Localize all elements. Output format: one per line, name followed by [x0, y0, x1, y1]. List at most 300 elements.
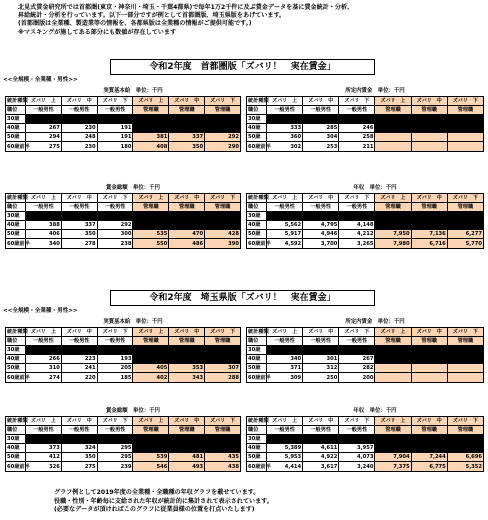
table-cell — [133, 221, 169, 230]
table-cell: 4,922 — [303, 453, 339, 462]
zubari-header: ズバリ 上 — [133, 96, 169, 105]
table-cell: 267 — [339, 355, 375, 364]
table-cell: 193 — [97, 355, 133, 364]
table-cell — [205, 355, 241, 364]
zubari-header: ズバリ 上 — [267, 327, 303, 336]
age-label: 40歳 — [247, 124, 267, 133]
table-cell — [375, 124, 411, 133]
table-row — [247, 462, 484, 471]
age-label: 50歳 — [6, 230, 26, 239]
zubari-header: ズバリ 下 — [97, 327, 133, 336]
zubari-header: ズバリ 中 — [169, 416, 205, 425]
stat-label: 統計種類 — [7, 97, 28, 104]
rank-header: 一般男性 — [61, 336, 97, 345]
rank-label: 職位 — [247, 105, 267, 114]
table-row — [6, 239, 241, 248]
zubari-header: ズバリ 上 — [26, 193, 62, 202]
table-row — [247, 364, 484, 373]
stat-label: 統計種類 — [248, 194, 269, 201]
zubari-header: ズバリ 上 — [133, 193, 169, 202]
table-cell: 390 — [205, 239, 241, 248]
table-cell: 267 — [26, 124, 62, 133]
rank-header: 管理職 — [411, 336, 447, 345]
rank-header: 管理職 — [205, 425, 241, 434]
masked-cell — [411, 114, 447, 123]
table-cell: 300 — [97, 230, 133, 239]
table-cell: 275 — [26, 142, 62, 151]
table-row — [6, 355, 241, 364]
rank-header: 管理職 — [411, 105, 447, 114]
zubari-header: ズバリ 上 — [267, 96, 303, 105]
age-label: 40歳 — [247, 444, 267, 453]
table-cell: 304 — [303, 133, 339, 142]
age-label: 50歳 — [6, 133, 26, 142]
table-cell: 4,148 — [339, 221, 375, 230]
table-title: 賞金総額 単位：千円 — [106, 184, 160, 191]
rank-header: 一般男性 — [303, 105, 339, 114]
table-cell — [447, 373, 483, 382]
zubari-header: ズバリ 下 — [447, 327, 483, 336]
zubari-header: ズバリ 上 — [26, 327, 62, 336]
table-row — [6, 453, 241, 462]
rank-header: 管理職 — [205, 105, 241, 114]
rank-header: 一般男性 — [97, 202, 133, 211]
masked-cell — [205, 345, 241, 354]
table-cell: 406 — [26, 230, 62, 239]
table-cell: 7,136 — [411, 230, 447, 239]
intro-line: (首都圏版は全業種、製造業等の情報を、各都県版は全業種の情報がご提供可能です。) — [18, 20, 252, 28]
zubari-header: ズバリ 上 — [267, 193, 303, 202]
table-cell: 282 — [339, 364, 375, 373]
rank-header: 一般男性 — [303, 336, 339, 345]
stat-label: 統計種類 — [7, 194, 28, 201]
table-cell — [411, 444, 447, 453]
age-label: 40歳 — [247, 221, 267, 230]
table-row — [247, 434, 484, 443]
rank-header: 一般男性 — [303, 202, 339, 211]
masked-cell — [447, 434, 483, 443]
age-label: 40歳 — [6, 124, 26, 133]
table-row — [6, 373, 241, 382]
table-row — [247, 373, 484, 382]
table-row — [6, 462, 241, 471]
table-cell: 7,950 — [375, 230, 411, 239]
table-cell: 337 — [61, 221, 97, 230]
table-row — [6, 230, 241, 239]
table-cell: 3,617 — [303, 462, 339, 471]
rank-header: 一般男性 — [26, 336, 62, 345]
table-cell: 546 — [133, 462, 169, 471]
table-row — [6, 221, 241, 230]
outro-line: グラフ例として2019年度の全業種・全職種の年収グラフを載せています。 — [54, 489, 260, 496]
masked-cell — [169, 434, 205, 443]
table-cell: 353 — [169, 364, 205, 373]
zubari-header: ズバリ 下 — [339, 327, 375, 336]
table-cell: 250 — [303, 373, 339, 382]
masked-cell — [411, 345, 447, 354]
table-cell — [169, 124, 205, 133]
section-tag: <<全規模・全業種・男性>> — [3, 77, 78, 83]
section-headline-shutoken: 令和2年度 首都圏版「ズバリ！ 実在賃金」 — [110, 59, 375, 75]
zubari-header: ズバリ 下 — [97, 96, 133, 105]
table-row — [6, 114, 241, 123]
table-cell: 7,375 — [375, 462, 411, 471]
age-label: 40歳 — [6, 444, 26, 453]
age-label: 60歳前半 — [248, 374, 271, 381]
rank-header: 一般男性 — [97, 425, 133, 434]
table-cell: 333 — [267, 124, 303, 133]
table-cell: 292 — [205, 133, 241, 142]
table-cell: 438 — [205, 462, 241, 471]
rank-header: 一般男性 — [61, 425, 97, 434]
table-row — [247, 133, 484, 142]
age-label: 50歳 — [247, 230, 267, 239]
table-cell — [375, 444, 411, 453]
masked-cell — [97, 211, 133, 220]
rank-header: 管理職 — [169, 105, 205, 114]
masked-cell — [267, 211, 303, 220]
rank-header: 管理職 — [411, 202, 447, 211]
masked-cell — [133, 434, 169, 443]
zubari-header: ズバリ 下 — [205, 96, 241, 105]
rank-label: 職位 — [6, 202, 26, 211]
table-cell: 373 — [26, 444, 62, 453]
rank-header: 管理職 — [375, 425, 411, 434]
section-headline-saitama: 令和2年度 埼玉県版「ズバリ！ 実在賃金」 — [110, 290, 375, 306]
table-title: 実質基本給 単位：千円 — [103, 318, 163, 325]
zubari-header: ズバリ 上 — [26, 96, 62, 105]
table-cell — [205, 124, 241, 133]
table-cell: 7,904 — [375, 453, 411, 462]
stat-label: 統計種類 — [7, 417, 28, 424]
table-cell: 230 — [61, 124, 97, 133]
table-cell: 4,414 — [267, 462, 303, 471]
table-cell: 6,716 — [411, 239, 447, 248]
table-cell: 326 — [26, 462, 62, 471]
table-cell: 294 — [26, 133, 62, 142]
table-title: 実質基本給 単位：千円 — [103, 87, 163, 94]
rank-header: 管理職 — [133, 202, 169, 211]
zubari-header: ズバリ 下 — [205, 193, 241, 202]
table-cell: 5,770 — [447, 239, 483, 248]
masked-cell — [447, 211, 483, 220]
wage-table — [246, 183, 484, 249]
table-cell: 428 — [205, 230, 241, 239]
rank-header: 管理職 — [375, 202, 411, 211]
zubari-header: ズバリ 中 — [303, 416, 339, 425]
masked-cell — [375, 345, 411, 354]
zubari-header: ズバリ 下 — [97, 193, 133, 202]
table-cell: 486 — [169, 239, 205, 248]
masked-cell — [26, 211, 62, 220]
masked-cell — [375, 211, 411, 220]
age-label: 40歳 — [6, 355, 26, 364]
table-title: 所定内賃金 単位：千円 — [345, 318, 405, 325]
masked-cell — [303, 434, 339, 443]
table-cell: 4,212 — [339, 230, 375, 239]
zubari-header: ズバリ 下 — [205, 416, 241, 425]
masked-cell — [169, 114, 205, 123]
masked-cell — [169, 345, 205, 354]
masked-cell — [97, 345, 133, 354]
rank-header: 管理職 — [411, 425, 447, 434]
table-cell — [411, 124, 447, 133]
stat-label: 統計種類 — [248, 97, 269, 104]
zubari-header: ズバリ 中 — [303, 96, 339, 105]
zubari-header: ズバリ 下 — [339, 96, 375, 105]
table-row — [247, 345, 484, 354]
table-cell: 246 — [339, 124, 375, 133]
masked-cell — [169, 211, 205, 220]
table-cell: 223 — [61, 355, 97, 364]
table-cell: 435 — [205, 453, 241, 462]
table-cell: 493 — [169, 462, 205, 471]
masked-cell — [303, 345, 339, 354]
masked-cell — [411, 211, 447, 220]
wage-table — [5, 317, 241, 383]
age-label: 30歳 — [6, 345, 26, 354]
rank-label: 職位 — [247, 202, 267, 211]
table-row — [6, 142, 241, 151]
rank-header: 管理職 — [447, 202, 483, 211]
zubari-header: ズバリ 中 — [61, 96, 97, 105]
table-row — [247, 239, 484, 248]
zubari-header: ズバリ 上 — [133, 327, 169, 336]
table-cell: 309 — [267, 373, 303, 382]
outro-line: 役職・性別・年齢毎に支給された年収が統計的に集計されて表示されています。 — [54, 497, 273, 505]
table-row — [6, 211, 241, 220]
table-cell: 290 — [205, 142, 241, 151]
age-label: 40歳 — [247, 355, 267, 364]
table-cell: 205 — [97, 364, 133, 373]
rank-header: 管理職 — [169, 336, 205, 345]
table-row — [6, 133, 241, 142]
table-cell: 350 — [61, 453, 97, 462]
zubari-header: ズバリ 中 — [303, 327, 339, 336]
zubari-header: ズバリ 下 — [339, 416, 375, 425]
rank-header: 一般男性 — [97, 105, 133, 114]
zubari-header: ズバリ 下 — [339, 193, 375, 202]
wage-table — [246, 317, 484, 383]
table-cell: 402 — [133, 373, 169, 382]
masked-cell — [303, 114, 339, 123]
table-cell: 266 — [26, 355, 62, 364]
zubari-header: ズバリ 中 — [303, 193, 339, 202]
table-cell: 539 — [133, 453, 169, 462]
age-label: 60歳前半 — [248, 463, 271, 470]
rank-header: 管理職 — [133, 105, 169, 114]
table-row — [6, 124, 241, 133]
table-cell: 4,073 — [339, 453, 375, 462]
table-cell — [447, 142, 483, 151]
table-cell — [411, 133, 447, 142]
zubari-header: ズバリ 上 — [375, 327, 411, 336]
table-cell: 6,775 — [411, 462, 447, 471]
table-cell: 343 — [169, 373, 205, 382]
table-cell: 412 — [26, 453, 62, 462]
table-row — [6, 364, 241, 373]
masked-cell — [205, 434, 241, 443]
table-cell: 405 — [133, 364, 169, 373]
rank-header: 一般男性 — [303, 425, 339, 434]
section-tag: <<全規模・全業種・男性>> — [3, 308, 78, 314]
age-label: 30歳 — [247, 211, 267, 220]
rank-header: 管理職 — [447, 336, 483, 345]
table-title: 所定内賃金 単位：千円 — [345, 87, 405, 94]
table-cell: 180 — [97, 142, 133, 151]
outro-line: (必要なデータが頂ければこのグラフに従業員様の位置を打点いたします) — [54, 506, 255, 514]
zubari-header: ズバリ 中 — [411, 416, 447, 425]
age-label: 60歳前半 — [7, 240, 30, 247]
masked-cell — [411, 434, 447, 443]
table-cell: 230 — [61, 142, 97, 151]
table-cell: 295 — [97, 444, 133, 453]
table-cell: 310 — [26, 364, 62, 373]
table-cell: 292 — [97, 221, 133, 230]
table-cell: 337 — [169, 133, 205, 142]
table-cell: 5,389 — [267, 444, 303, 453]
rank-header: 管理職 — [133, 336, 169, 345]
masked-cell — [267, 114, 303, 123]
wage-table — [5, 86, 241, 152]
table-cell — [169, 444, 205, 453]
zubari-header: ズバリ 中 — [411, 327, 447, 336]
masked-cell — [447, 345, 483, 354]
age-label: 50歳 — [247, 133, 267, 142]
zubari-header: ズバリ 中 — [169, 327, 205, 336]
age-label: 50歳 — [6, 453, 26, 462]
table-cell — [411, 221, 447, 230]
stat-label: 統計種類 — [248, 417, 269, 424]
table-row — [6, 444, 241, 453]
table-cell: 301 — [303, 355, 339, 364]
zubari-header: ズバリ 下 — [97, 416, 133, 425]
rank-label: 職位 — [247, 425, 267, 434]
rank-header: 管理職 — [447, 425, 483, 434]
zubari-header: ズバリ 中 — [61, 416, 97, 425]
masked-cell — [133, 211, 169, 220]
zubari-header: ズバリ 上 — [375, 193, 411, 202]
masked-cell — [61, 434, 97, 443]
table-cell: 388 — [26, 221, 62, 230]
age-label: 30歳 — [247, 434, 267, 443]
rank-header: 一般男性 — [339, 425, 375, 434]
masked-cell — [133, 114, 169, 123]
table-cell: 5,953 — [267, 453, 303, 462]
rank-header: 一般男性 — [61, 202, 97, 211]
rank-header: 一般男性 — [267, 105, 303, 114]
table-cell: 302 — [267, 142, 303, 151]
table-cell — [133, 355, 169, 364]
zubari-header: ズバリ 中 — [411, 96, 447, 105]
masked-cell — [61, 345, 97, 354]
masked-cell — [339, 345, 375, 354]
rank-header: 一般男性 — [339, 336, 375, 345]
intro-line: ※マスキングが施してある部分にも数値が存在しています — [18, 28, 177, 36]
table-cell: 550 — [133, 239, 169, 248]
outro-text — [54, 489, 273, 515]
masked-cell — [375, 114, 411, 123]
table-cell: 191 — [97, 133, 133, 142]
table-row — [247, 355, 484, 364]
table-cell — [133, 124, 169, 133]
zubari-header: ズバリ 下 — [447, 193, 483, 202]
wage-table — [246, 406, 484, 472]
intro-line: 昇給統計・分析を行っています。以下一部分ですが例として首都圏版、埼玉県版をあげています。 — [18, 12, 286, 20]
masked-cell — [97, 114, 133, 123]
table-row — [247, 124, 484, 133]
table-cell — [133, 444, 169, 453]
rank-header: 一般男性 — [97, 336, 133, 345]
masked-cell — [339, 114, 375, 123]
stat-label: 統計種類 — [7, 328, 28, 335]
table-cell: 307 — [205, 364, 241, 373]
table-cell: 241 — [61, 364, 97, 373]
rank-header: 一般男性 — [61, 105, 97, 114]
rank-header: 一般男性 — [267, 425, 303, 434]
table-cell: 185 — [97, 373, 133, 382]
table-cell: 408 — [133, 142, 169, 151]
zubari-header: ズバリ 中 — [61, 327, 97, 336]
table-cell — [447, 124, 483, 133]
rank-header: 一般男性 — [26, 425, 62, 434]
wage-table — [5, 183, 241, 249]
age-label: 60歳前半 — [7, 374, 30, 381]
table-cell: 3,957 — [339, 444, 375, 453]
table-cell: 3,240 — [339, 462, 375, 471]
age-label: 30歳 — [6, 434, 26, 443]
masked-cell — [205, 114, 241, 123]
table-cell: 3,265 — [339, 239, 375, 248]
table-cell — [205, 221, 241, 230]
rank-header: 一般男性 — [267, 336, 303, 345]
masked-cell — [26, 114, 62, 123]
table-cell: 275 — [61, 462, 97, 471]
table-cell — [375, 133, 411, 142]
zubari-header: ズバリ 下 — [447, 96, 483, 105]
table-cell — [411, 364, 447, 373]
masked-cell — [303, 211, 339, 220]
rank-header: 管理職 — [169, 202, 205, 211]
table-cell: 6,696 — [447, 453, 483, 462]
table-cell: 220 — [61, 373, 97, 382]
table-cell — [411, 142, 447, 151]
table-cell: 350 — [169, 142, 205, 151]
masked-cell — [61, 114, 97, 123]
table-row — [247, 453, 484, 462]
table-cell: 381 — [133, 133, 169, 142]
table-cell — [447, 221, 483, 230]
table-title: 年収 単位：千円 — [353, 184, 397, 191]
masked-cell — [267, 434, 303, 443]
table-cell: 200 — [339, 373, 375, 382]
zubari-header: ズバリ 下 — [447, 416, 483, 425]
table-cell: 4,795 — [303, 221, 339, 230]
table-cell: 278 — [61, 239, 97, 248]
rank-header: 一般男性 — [267, 202, 303, 211]
zubari-header: ズバリ 上 — [375, 96, 411, 105]
age-label: 30歳 — [247, 114, 267, 123]
table-cell — [447, 133, 483, 142]
masked-cell — [267, 345, 303, 354]
zubari-header: ズバリ 上 — [133, 416, 169, 425]
table-cell — [411, 355, 447, 364]
age-label: 60歳前半 — [7, 143, 30, 150]
table-cell: 340 — [26, 239, 62, 248]
age-label: 30歳 — [6, 211, 26, 220]
age-label: 30歳 — [6, 114, 26, 123]
table-cell: 360 — [267, 133, 303, 142]
